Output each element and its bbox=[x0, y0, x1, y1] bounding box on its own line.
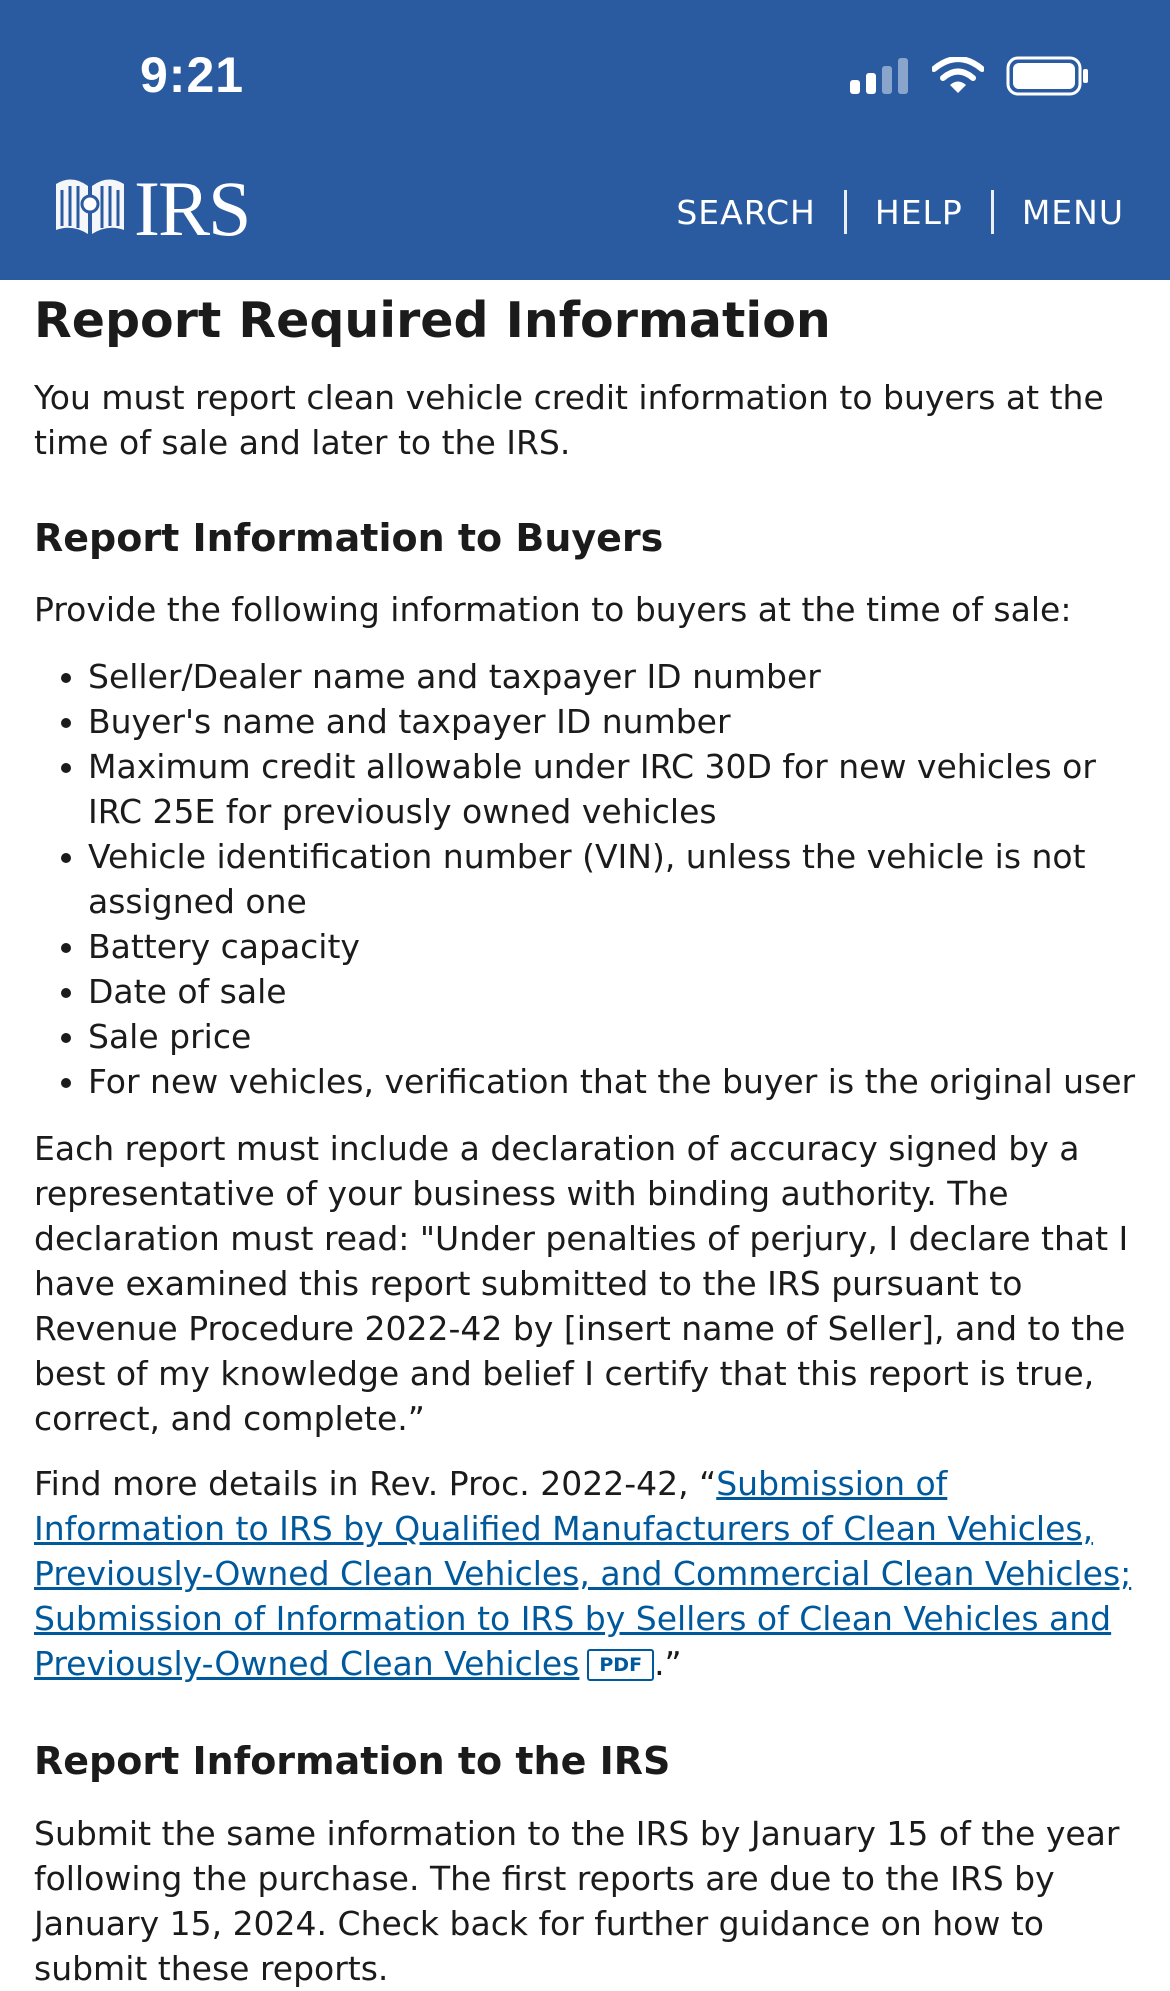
list-item: • Sale price bbox=[88, 1014, 1136, 1059]
list-item: • For new vehicles, verification that the buyer is the original user bbox=[88, 1059, 1136, 1104]
list-item: • Vehicle identification number (VIN), unless the vehicle is not assigned one bbox=[88, 834, 1136, 924]
nav-divider bbox=[991, 190, 994, 234]
declaration-paragraph: Each report must include a declaration of accuracy signed by a representative of your business with binding authority. The declaration must read: "Under penalties of perjury, I declare that I have examined this report submitted to the IRS pursuant to Revenue Procedure 2022-42 by [insert name of Seller], and to the best of my knowledge and belief I certify that this report is true, correct, and complete.” bbox=[34, 1128, 1129, 1438]
eagle-logo-icon bbox=[52, 174, 128, 244]
main-content bbox=[0, 280, 1170, 1991]
list-item: • Maximum credit allowable under IRC 30D for new vehicles or IRC 25E for previously owned vehicles bbox=[88, 744, 1136, 834]
status-time: 9:21 bbox=[140, 47, 245, 103]
top-nav bbox=[648, 190, 1124, 234]
cellular-signal-icon bbox=[850, 58, 910, 94]
pdf-badge[interactable]: PDF bbox=[587, 1649, 654, 1681]
rev-proc-link[interactable]: Submission of Information to IRS by Qualified Manufacturers of Clean Vehicles, Previously-Owned Clean Vehicles, and Commercial Clean Vehicles; Submission of Information to IRS by Sellers of Clean Vehicles and Previously-Owned Clean Vehicles bbox=[34, 1463, 1132, 1683]
irs-paragraph: Submit the same information to the IRS by January 15 of the year following the purchase. The first reports are due to the IRS by January 15, 2024. Check back for further guidance on how to submit these reports. bbox=[34, 1814, 1120, 1989]
more-details-suffix: .” bbox=[654, 1643, 682, 1683]
nav-help-link[interactable]: HELP bbox=[874, 192, 963, 232]
list-item: • Battery capacity bbox=[88, 924, 1136, 969]
page-title: Report Required Information bbox=[34, 292, 831, 349]
nav-search-link[interactable]: SEARCH bbox=[676, 192, 816, 232]
site-header bbox=[0, 0, 1170, 280]
nav-menu-button[interactable]: MENU bbox=[1021, 192, 1124, 232]
list-item: • Date of sale bbox=[88, 969, 1136, 1014]
wifi-icon bbox=[932, 57, 984, 95]
logo-text: IRS bbox=[134, 165, 250, 252]
irs-heading: Report Information to the IRS bbox=[34, 1738, 671, 1783]
nav-divider bbox=[844, 190, 847, 234]
buyers-lead: Provide the following information to buyers at the time of sale: bbox=[34, 589, 1072, 629]
more-details-paragraph bbox=[34, 1461, 1136, 1686]
status-icons bbox=[850, 56, 1090, 96]
battery-icon bbox=[1006, 56, 1090, 96]
buyers-heading: Report Information to Buyers bbox=[34, 516, 664, 561]
more-details-prefix: Find more details in Rev. Proc. 2022-42, “ bbox=[34, 1463, 717, 1503]
buyer-info-list bbox=[34, 654, 1136, 1104]
list-item: • Buyer's name and taxpayer ID number bbox=[88, 699, 1136, 744]
irs-logo[interactable] bbox=[52, 165, 250, 252]
intro-paragraph: You must report clean vehicle credit information to buyers at the time of sale and later to the IRS. bbox=[34, 378, 1104, 463]
list-item: • Seller/Dealer name and taxpayer ID number bbox=[88, 654, 1136, 699]
